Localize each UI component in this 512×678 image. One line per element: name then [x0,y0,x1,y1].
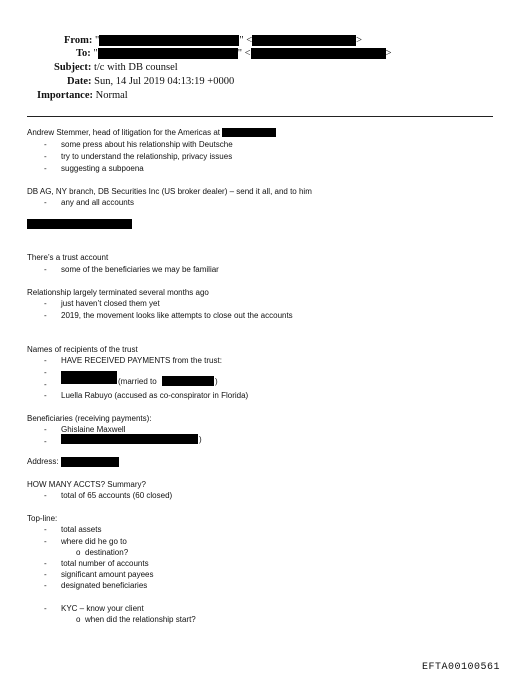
subject-row [54,61,178,74]
list-item: total number of accounts [61,559,149,568]
redaction-from-email [252,35,356,46]
redaction-from-name [99,35,239,46]
from-label: From: [64,35,93,46]
to-row [76,47,391,60]
list-item: HAVE RECEIVED PAYMENTS from the trust: [61,356,222,365]
accts-line: HOW MANY ACCTS? Summary? [27,480,146,489]
subject-value: t/c with DB counsel [93,62,178,73]
importance-row [37,89,128,102]
trust-line: There’s a trust account [27,253,109,262]
from-row [64,34,362,47]
bullet-dash: - [44,368,47,377]
bullet-dash: - [44,198,47,207]
bullet-dash: - [44,570,47,579]
list-item: Ghislaine Maxwell [61,425,126,434]
beneficiary-close: ) [199,435,202,444]
bullet-dash: - [44,491,47,500]
db-line: DB AG, NY branch, DB Securities Inc (US broker dealer) – send it all, and to him [27,187,312,196]
from-open-quote: " [95,35,100,46]
sub-list-item: destination? [85,548,129,557]
redaction-to-email [251,48,386,59]
address-label: Address: [27,457,59,467]
redaction-beneficiary [61,434,198,444]
to-close: > [385,48,392,59]
address-line [27,457,119,467]
topline-label: Top-line: [27,514,58,523]
sub-list-item: when did the relationship start? [85,615,196,624]
list-item: significant amount payees [61,570,154,579]
redaction-firm [222,128,276,137]
from-close: > [356,35,363,46]
list-item: total of 65 accounts (60 closed) [61,491,173,500]
document-id: EFTA00100561 [421,662,500,673]
married-to-text: (married to [118,377,157,386]
list-item: any and all accounts [61,198,134,207]
from-separator: " < [239,35,253,46]
list-item: total assets [61,525,102,534]
bullet-dash: - [44,164,47,173]
to-label: To: [76,48,91,59]
bullet-dash: - [44,425,47,434]
bullet-dash: - [44,559,47,568]
date-label: Date: [67,76,92,87]
bullet-dash: - [44,604,47,613]
bullet-dash: - [44,265,47,274]
recipients-line: Names of recipients of the trust [27,345,138,354]
sub-bullet-circle: o [76,615,81,624]
bullet-dash: - [44,152,47,161]
bullet-dash: - [44,356,47,365]
bullet-dash: - [44,537,47,546]
beneficiaries-line: Beneficiaries (receiving payments): [27,414,152,423]
list-item: Luella Rabuyo (accused as co-conspirator in Florida) [61,391,249,400]
list-item: some of the beneficiaries we may be familiar [61,265,219,274]
importance-label: Importance: [37,90,93,101]
bullet-dash: - [44,391,47,400]
list-item: just haven’t closed them yet [61,299,160,308]
list-item: where did he go to [61,537,127,546]
stemmer-line [27,128,276,138]
bullet-dash: - [44,311,47,320]
list-item: some press about his relationship with Deutsche [61,140,233,149]
bullet-dash: - [44,525,47,534]
header-divider [27,116,493,117]
bullet-dash: - [44,299,47,308]
bullet-dash: - [44,581,47,590]
redaction-address [61,457,119,467]
to-separator: " < [237,48,251,59]
list-item: 2019, the movement looks like attempts to close out the accounts [61,311,293,320]
date-row [67,75,234,88]
stemmer-text: Andrew Stemmer, head of litigation for the Americas at [27,128,220,137]
relationship-line: Relationship largely terminated several months ago [27,288,209,297]
date-value: Sun, 14 Jul 2019 04:13:19 +0000 [94,76,235,87]
list-item: suggesting a subpoena [61,164,144,173]
bullet-dash: - [44,380,47,389]
list-item: designated beneficiaries [61,581,148,590]
married-close: ) [215,377,218,386]
redaction-to-name [98,48,238,59]
importance-value: Normal [95,90,128,101]
bullet-dash: - [44,437,47,446]
redaction-recipient-name [61,371,117,384]
bullet-dash: - [44,140,47,149]
redaction-block [27,219,132,229]
list-item: KYC – know your client [61,604,144,613]
redaction-spouse-name [162,376,214,386]
subject-label: Subject: [54,62,92,73]
list-item: try to understand the relationship, privacy issues [61,152,233,161]
to-open-quote: " [93,48,98,59]
sub-bullet-circle: o [76,548,81,557]
